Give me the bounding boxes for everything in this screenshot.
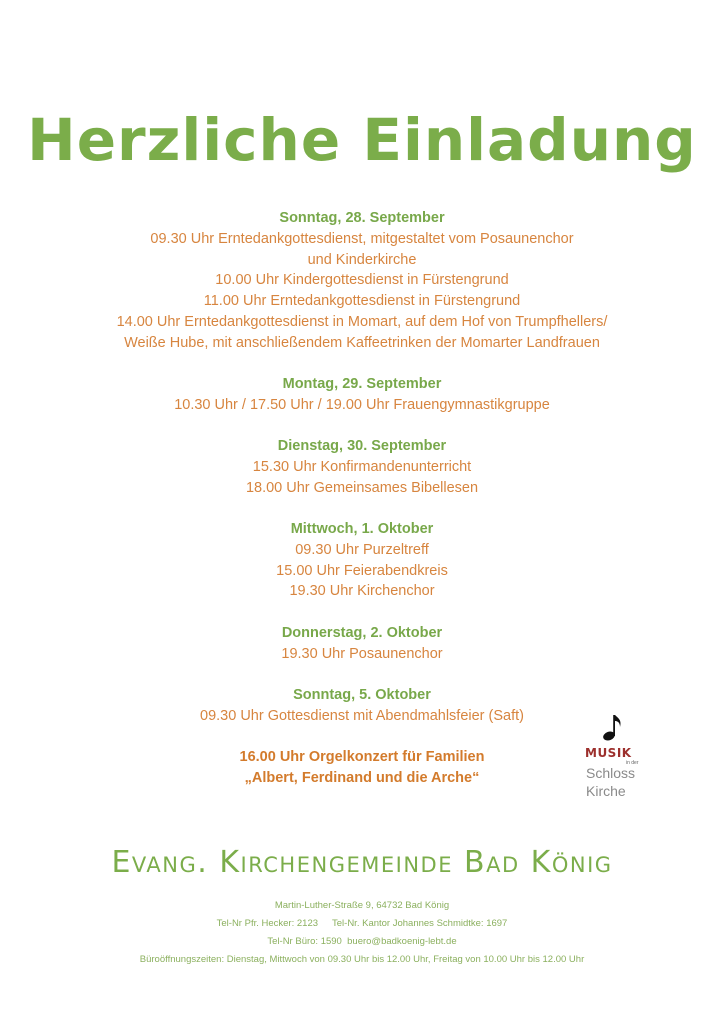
day-block xyxy=(0,436,724,498)
logo-in-der: in der xyxy=(626,760,639,766)
day-title: Sonntag, 28. September xyxy=(279,210,445,226)
event-line: 14.00 Uhr Erntedankgottesdienst in Momart, auf dem Hof von Trumpfhellers/ xyxy=(116,313,608,330)
event-line: 09.30 Uhr Gottesdienst mit Abendmahlsfeier (Saft) xyxy=(200,707,524,724)
address: Martin-Luther-Straße 9, 64732 Bad König xyxy=(274,900,450,911)
phone-kantor: Tel-Nr. Kantor Johannes Schmidtke: 1697 xyxy=(332,918,508,929)
office-line xyxy=(0,933,724,951)
day-title: Donnerstag, 2. Oktober xyxy=(281,624,443,641)
day-title: Mittwoch, 1. Oktober xyxy=(290,521,434,538)
day-title: Sonntag, 5. Oktober xyxy=(293,686,431,703)
organization-name: Evang. Kirchengemeinde Bad König xyxy=(111,845,613,880)
event-line: 19.30 Uhr Kirchenchor xyxy=(289,583,435,600)
event-line: 11.00 Uhr Erntedankgottesdienst in Fürstengrund xyxy=(203,293,521,310)
phone-line xyxy=(0,915,724,933)
day-block xyxy=(0,623,724,665)
musik-schlosskirche-logo xyxy=(582,712,646,802)
office-hours: Büroöffnungszeiten: Dienstag, Mittwoch von 09.30 Uhr bis 12.00 Uhr, Freitag von 10.00 Uhr bis 12.00 Uhr xyxy=(139,954,585,965)
day-block xyxy=(0,519,724,602)
event-line: 15.30 Uhr Konfirmandenunterricht xyxy=(252,458,472,475)
event-line: 19.30 Uhr Posaunenchor xyxy=(281,645,443,662)
email-link[interactable]: buero@badkoenig-lebt.de xyxy=(347,936,457,947)
day-title: Dienstag, 30. September xyxy=(277,438,447,455)
phone-pfarrer: Tel-Nr Pfr. Hecker: 2123 xyxy=(216,918,319,929)
event-line: 09.30 Uhr Purzeltreff xyxy=(295,541,429,558)
logo-schloss: Schloss xyxy=(586,765,636,781)
contact-block xyxy=(0,897,724,969)
day-block xyxy=(0,374,724,416)
logo-kirche: Kirche xyxy=(586,783,626,799)
concert-title: 16.00 Uhr Orgelkonzert für Familien xyxy=(239,748,485,765)
phone-buero: Tel-Nr Büro: 1590 xyxy=(267,936,342,947)
event-line: 10.00 Uhr Kindergottesdienst in Fürstengrund xyxy=(215,272,509,289)
event-line: und Kinderkirche xyxy=(307,251,417,268)
day-block xyxy=(0,208,724,354)
day-title: Montag, 29. September xyxy=(282,376,442,393)
logo-musik: MUSIK xyxy=(585,746,632,760)
page-title: Herzliche Einladung xyxy=(27,106,697,174)
event-line: 15.00 Uhr Feierabendkreis xyxy=(276,562,448,579)
event-line: 09.30 Uhr Erntedankgottesdienst, mitgestaltet vom Posaunenchor xyxy=(150,230,574,247)
event-line: 18.00 Uhr Gemeinsames Bibellesen xyxy=(245,479,479,496)
music-note-icon xyxy=(602,712,624,742)
event-line: 10.30 Uhr / 17.50 Uhr / 19.00 Uhr Frauengymnastikgruppe xyxy=(174,396,550,413)
concert-subtitle: „Albert, Ferdinand und die Arche“ xyxy=(244,769,480,786)
event-line: Weiße Hube, mit anschließendem Kaffeetrinken der Momarter Landfrauen xyxy=(124,334,600,351)
